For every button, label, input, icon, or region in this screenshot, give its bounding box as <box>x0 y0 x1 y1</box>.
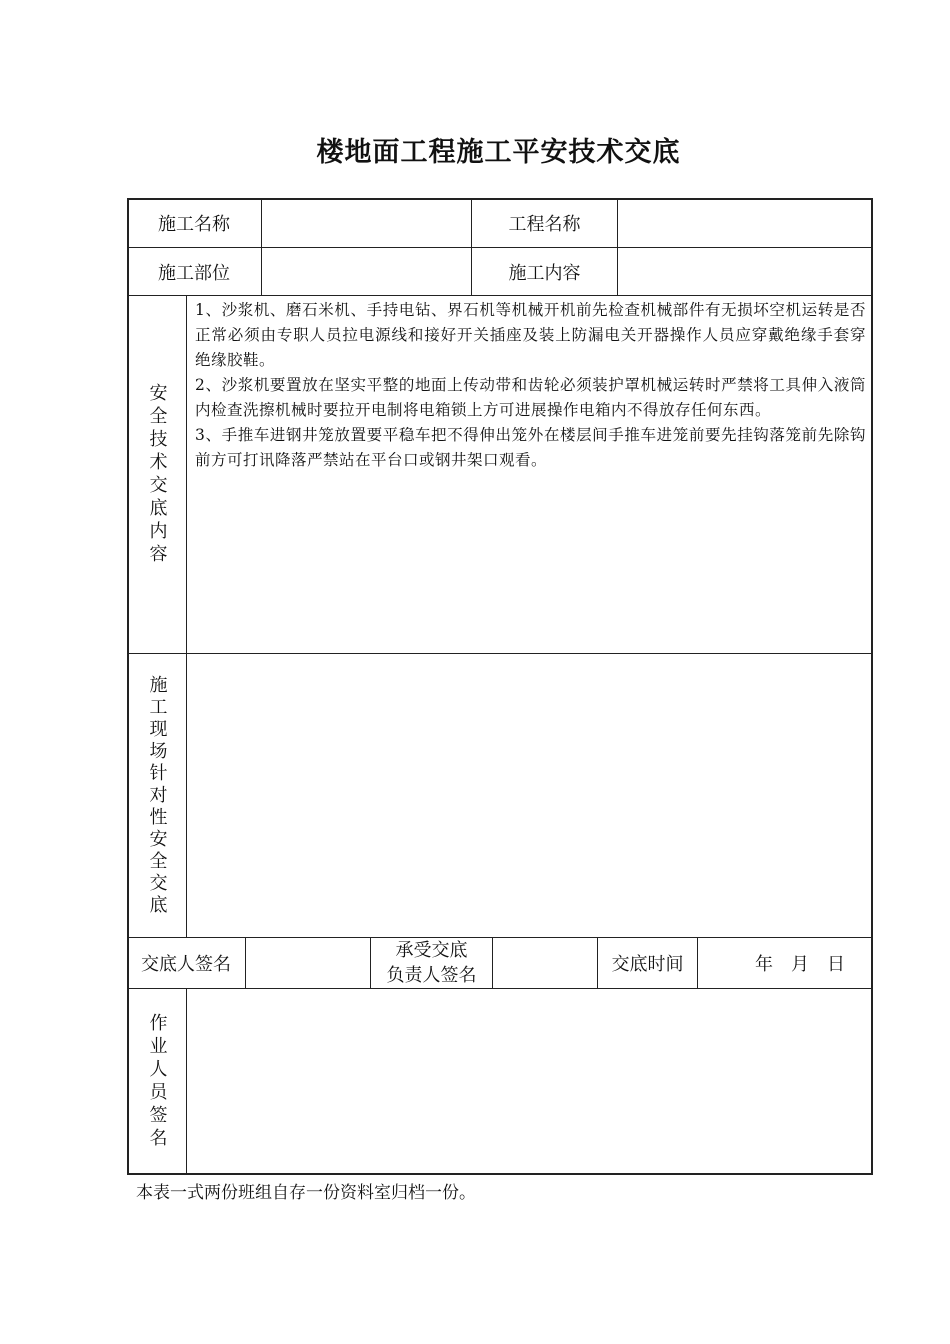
page-title: 楼地面工程施工平安技术交底 <box>316 137 681 168</box>
project-name-field[interactable] <box>618 198 873 248</box>
workers-signature-label: 作业人员签名 <box>146 1012 168 1151</box>
workers-signature-field[interactable] <box>187 989 873 1175</box>
site-disclosure-label: 施工现场针对性安全交底 <box>146 674 168 917</box>
construction-content-field[interactable] <box>618 248 873 296</box>
receiver-label-line2: 负责人签名 <box>386 965 477 986</box>
safety-item-3: 3、手推车进钢井笼放置要平稳车把不得伸出笼外在楼层间手推车进笼前要先挂钩落笼前先除钩前方可打讯降落严禁站在平台口或钢井架口观看。 <box>195 426 866 469</box>
construction-location-label: 施工部位 <box>127 248 262 296</box>
workers-signature-label-cell <box>127 989 187 1175</box>
safety-disclosure-content <box>187 296 873 654</box>
construction-content-label: 施工内容 <box>472 248 618 296</box>
receiver-signature-field[interactable] <box>493 938 598 989</box>
project-name-label: 工程名称 <box>472 198 618 248</box>
disclosure-time-label: 交底时间 <box>598 938 698 989</box>
safety-disclosure-label: 安全技术交底内容 <box>146 382 168 567</box>
safety-item-2: 2、沙浆机要置放在坚实平整的地面上传动带和齿轮必须装护罩机械运转时严禁将工具伸入液筒内检查洗擦机械时要拉开电制将电箱锁上方可进展操作电箱内不得放存任何东西。 <box>195 376 866 419</box>
receiver-label-line1: 承受交底 <box>395 940 468 961</box>
construction-name-field[interactable] <box>262 198 472 248</box>
footnote: 本表一式两份班组自存一份资料室归档一份。 <box>136 1183 476 1203</box>
safety-item-1: 1、沙浆机、磨石米机、手持电钻、界石机等机械开机前先检查机械部件有无损坏空机运转是否正常必须由专职人员拉电源线和接好开关插座及装上防漏电关开器操作人员应穿戴绝缘手套穿绝缘胶鞋。 <box>195 301 866 369</box>
construction-location-field[interactable] <box>262 248 472 296</box>
construction-name-label: 施工名称 <box>127 198 262 248</box>
discloser-signature-field[interactable] <box>246 938 371 989</box>
discloser-signature-label: 交底人签名 <box>127 938 246 989</box>
disclosure-time-field[interactable]: 年 月 日 <box>698 938 873 989</box>
site-disclosure-field[interactable] <box>187 654 873 938</box>
site-disclosure-label-cell <box>127 654 187 938</box>
receiver-signature-label <box>371 938 493 989</box>
safety-disclosure-label-cell <box>127 296 187 654</box>
